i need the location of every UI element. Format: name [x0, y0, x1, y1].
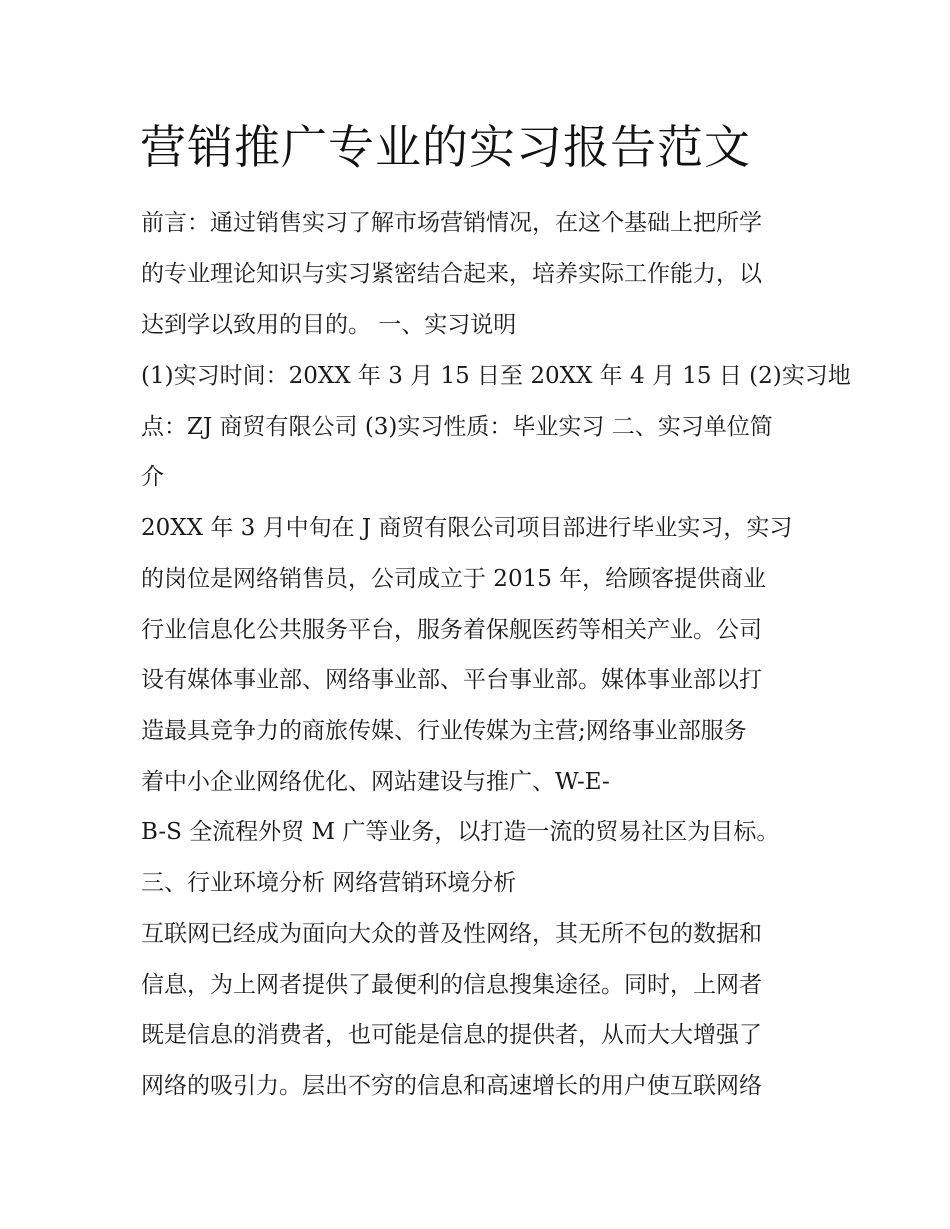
body-line: 介	[141, 464, 164, 490]
body-line: 前言：通过销售实习了解市场营销情况，在这个基础上把所学	[141, 210, 762, 236]
body-line: 着中小企业网络优化、网站建设与推广、W-E-	[141, 769, 610, 795]
body-line: 点：ZJ 商贸有限公司 (3)实习性质：毕业实习 二、实习单位简	[141, 414, 773, 440]
body-line: 既是信息的消费者，也可能是信息的提供者，从而大大增强了	[141, 1022, 762, 1048]
document-title: 营销推广专业的实习报告范文	[140, 120, 751, 174]
body-line: 互联网已经成为面向大众的普及性网络，其无所不包的数据和	[141, 921, 762, 947]
body-line: 20XX 年 3 月中旬在 J 商贸有限公司项目部进行毕业实习，实习	[141, 515, 793, 541]
body-line: (1)实习时间：20XX 年 3 月 15 日至 20XX 年 4 月 15 日 (2)实习地	[141, 363, 851, 389]
body-line: 信息，为上网者提供了最便利的信息搜集途径。同时，上网者	[141, 972, 762, 998]
body-line: 造最具竞争力的商旅传媒、行业传媒为主营;网络事业部服务	[141, 718, 747, 744]
body-line: 达到学以致用的目的。 一、实习说明	[141, 312, 517, 338]
body-line: 网络的吸引力。层出不穷的信息和高速增长的用户使互联网络	[141, 1073, 762, 1099]
body-line: 三、行业环境分析 网络营销环境分析	[141, 870, 517, 896]
body-line: 的专业理论知识与实习紧密结合起来，培养实际工作能力，以	[141, 261, 762, 287]
body-line: 的岗位是网络销售员，公司成立于 2015 年，给顾客提供商业	[141, 566, 767, 592]
body-line: B-S 全流程外贸 M 广等业务，以打造一流的贸易社区为目标。	[141, 819, 780, 845]
body-line: 行业信息化公共服务平台，服务着保舰医药等相关产业。公司	[141, 617, 762, 643]
body-line: 设有媒体事业部、网络事业部、平台事业部。媒体事业部以打	[141, 667, 762, 693]
